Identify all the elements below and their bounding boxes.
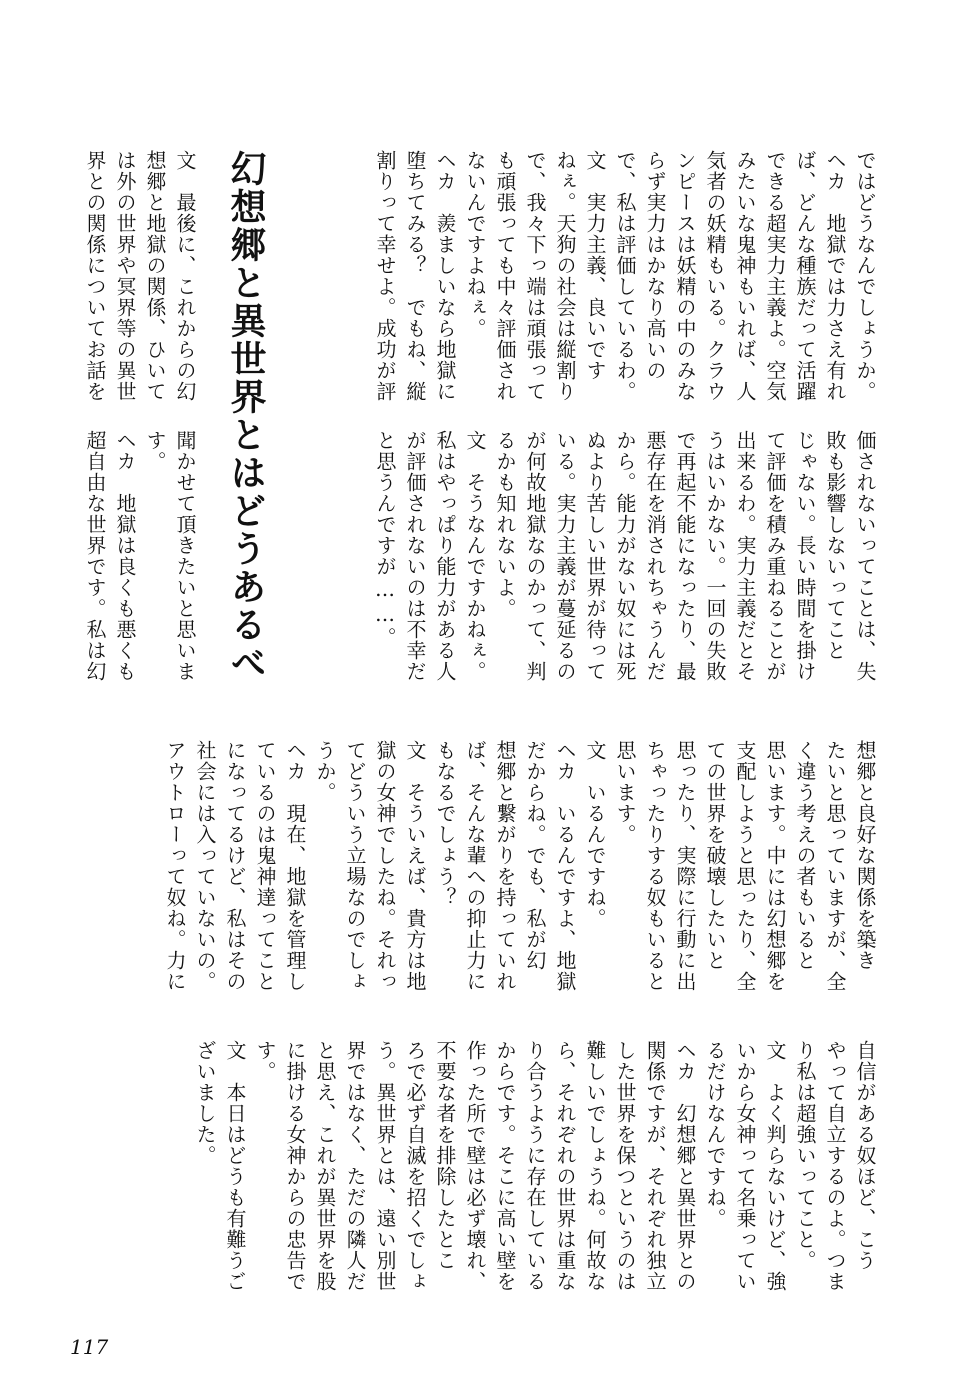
page-number: 117: [70, 1335, 109, 1359]
text-block-lower-right: 想郷と良好な関係を築き たいと思っていますが、全 く違う考えの者もいると 思います。中には幻想郷を 支配しようと思ったり、全 ての世界を破壊したいと 思ったり、実際に行動に出 ちゃったりする奴もいると 思います。 文 いるんですね。 ヘカ いるんですよ、地獄 だからね。でも、私が幻 想郷と繋がりを持っていれ ば、そんな輩への抑止力に もなるでしょう？ 文 そういえば、貴方は地 獄の女神でしたね。それっ てどういう立場なのでしょ うか。 ヘカ 現在、地獄を管理し ているのは鬼神達ってこと になってるけど、私はその 社会には入っていないの。 アウトローって奴ね。力に: [163, 740, 877, 992]
text-block-top-left: 文 最後に、これからの幻 想郷と地獄の関係、ひいて は外の世界や冥界等の異世 界との関係についてお話を: [83, 150, 197, 402]
text-block-top-right: ではどうなんでしょうか。 ヘカ 地獄では力さえ有れ ば、どんな種族だって活躍 できる超実力主義よ。空気 みたいな鬼神もいれば、人 気者の妖精もいる。クラウ ンピースは妖精の中のみな らず実力はかなり高いの で、私は評価しているわ。 文 実力主義、良いです ねぇ。天狗の社会は縦割り で、我々下っ端は頑張って も頑張っても中々評価され ないんですよねぇ。 ヘカ 羨ましいなら地獄に 堕ちてみる？ でもね、縦 割りって幸せよ。成功が評: [373, 150, 877, 402]
text-block-mid-right: 価されないってことは、失 敗も影響しないってこと じゃない。長い時間を掛け て評価を積み重ねることが 出来るわ。実力主義だとそ うはいかない。一回の失敗 で再起不能になったり、最 悪存在を消されちゃうんだ から。能力がない奴には死 ぬより苦しい世界が待って いる。実力主義が蔓延るの が何故地獄なのかって、判 るかも知れないよ。 文 そうなんですかねぇ。 私はやっぱり能力がある人 が評価されないのは不幸だ と思うんですが……。: [373, 430, 877, 682]
text-block-mid-left: 聞かせて頂きたいと思いま す。 ヘカ 地獄は良くも悪くも 超自由な世界です。私は幻: [83, 430, 197, 682]
page-title: 幻想郷と異世界とはどうあるべ: [225, 150, 266, 682]
text-block-bottom-right: 自信がある奴ほど、こう やって自立するのよ。つま り私は超強いってこと。 文 よく判らないけど、強 いから女神って名乗ってい るだけなんですね。 ヘカ 幻想郷と異世界との 関係ですが、それぞれ独立 した世界を保つというのは 難しいでしょうね。何故な ら、それぞれの世界は重な り合うように存在している からです。そこに高い壁を 作った所で壁は必ず壊れ、 不要な者を排除したとこ ろで必ず自滅を招くでしょ う。異世界とは、遠い別世 界ではなく、ただの隣人だ と思え、これが異世界を股 に掛ける女神からの忠告で す。 文 本日はどうも有難うご ざいました。: [193, 1040, 877, 1292]
